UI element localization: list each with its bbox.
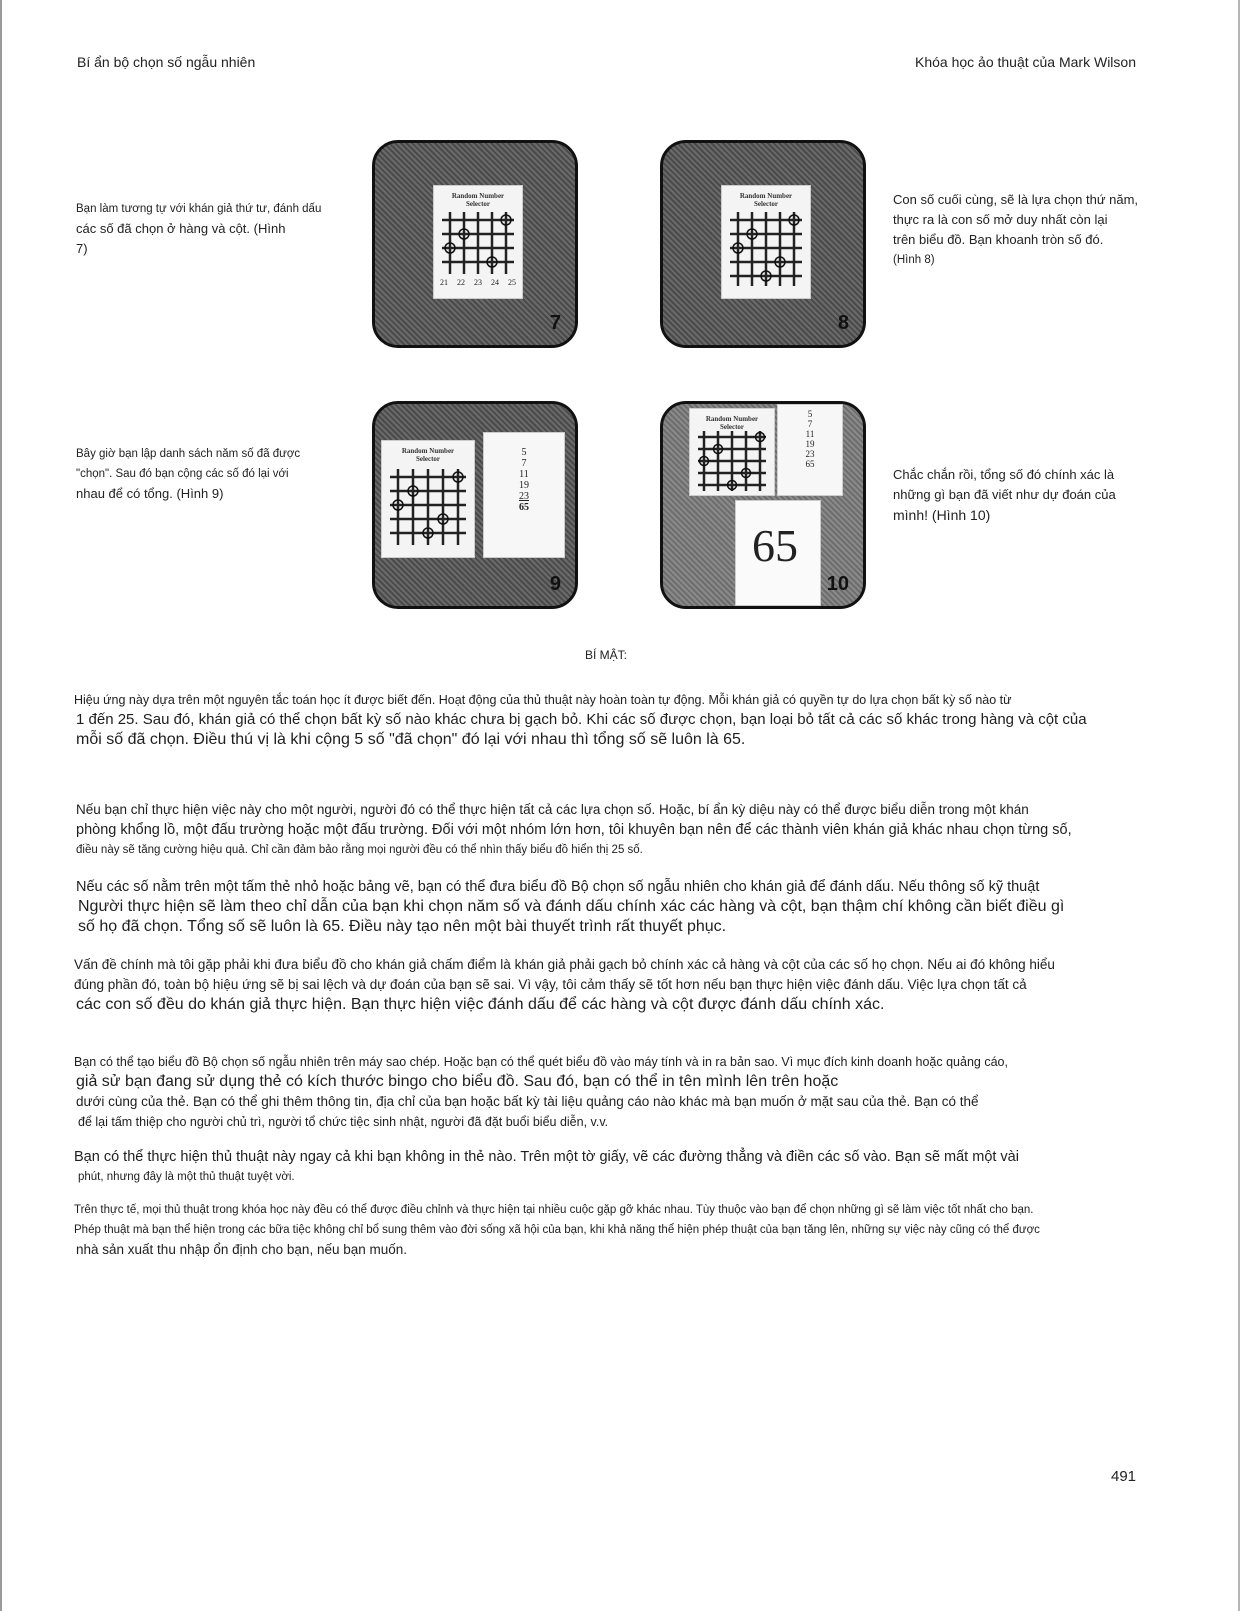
figure-number: 9	[549, 573, 561, 595]
paragraph: Hiệu ứng này dựa trên một nguyên tắc toán học ít được biết đến. Hoạt động của thủ thuật này hoàn toàn tự động. Mỗi khán giả có quyền tự do lựa chọn bất kỳ số nào từ 1 đến 25. Sau đó, khán giả có thể chọn bất kỳ số nào khác chưa bị gạch bỏ. Khi các số được chọn, bạn loại bỏ tất cả các số khác trong hàng và cột của mỗi số đã chọn. Điều thú vị là khi cộng 5 số "đã chọn" đó lại với nhau thì tổng số sẽ luôn là 65.	[74, 693, 1087, 748]
section-heading: BÍ MẬT:	[585, 648, 628, 662]
caption-figure-8	[893, 190, 1138, 270]
running-header-right: Khóa học ảo thuật của Mark Wilson	[914, 54, 1136, 70]
number-grid	[696, 431, 768, 493]
figure-number: 10	[826, 573, 849, 595]
caption-line: 7)	[76, 241, 88, 256]
caption-line: (Hình 8)	[893, 254, 935, 266]
prediction-card	[735, 500, 821, 606]
figure-number: 8	[837, 312, 849, 334]
page-edge-left	[0, 0, 2, 1611]
number-grid	[728, 212, 804, 292]
caption-line: Bây giờ bạn lập danh sách năm số đã được	[76, 448, 301, 460]
sum-list: 5 7 11 19 23 65	[519, 447, 529, 513]
paragraph: Vấn đề chính mà tôi gặp phải khi đưa biểu đồ cho khán giả chấm điểm là khán giả phải gạch bỏ chính xác cả hàng và cột của các số họ chọn. Nếu ai đó không hiểu đúng phần đó, toàn bộ hiệu ứng sẽ bị sai lệch và dự đoán của bạn sẽ sai. Vì vậy, tôi cảm thấy sẽ tốt hơn nếu bạn thực hiện việc đánh dấu. Việc lựa chọn tất cả các con số đều do khán giả thực hiện. Bạn thực hiện việc đánh dấu để các hàng và cột được đánh dấu chính xác.	[74, 957, 1055, 1013]
sum-sheet	[777, 404, 843, 496]
page-number: 491	[1111, 1468, 1137, 1485]
photo-figure-9	[372, 401, 578, 609]
caption-line: nhau để có tổng. (Hình 9)	[76, 486, 224, 501]
random-number-selector-card	[721, 185, 811, 299]
prediction-number: 65	[752, 520, 798, 571]
card-title: Random Number Selector	[705, 415, 759, 431]
paragraph: Bạn có thể tạo biểu đồ Bộ chọn số ngẫu nhiên trên máy sao chép. Hoặc bạn có thể quét biểu đồ vào máy tính và in ra bản sao. Vì mục đích kinh doanh hoặc quảng cáo, giả sử bạn đang sử dụng thẻ có kích thước bingo cho biểu đồ. Sau đó, bạn có thể in tên mình lên trên hoặc dưới cùng của thẻ. Bạn có thể ghi thêm thông tin, địa chỉ của bạn hoặc bất kỳ tài liệu quảng cáo nào khác mà bạn muốn ở mặt sau của thẻ. Bạn có thể để lại tấm thiệp cho người chủ trì, người tổ chức tiệc sinh nhật, người đã đặt buổi biểu diễn, v.v.	[74, 1055, 1008, 1129]
caption-line: Chắc chắn rồi, tổng số đó chính xác là	[893, 467, 1115, 482]
paragraph: Bạn có thể thực hiện thủ thuật này ngay cả khi bạn không in thẻ nào. Trên một tờ giấy, vẽ các đường thẳng và điền các số vào. Bạn sẽ mất một vài phút, nhưng đây là một thủ thuật tuyệt vời.	[74, 1149, 1019, 1183]
caption-line: mình! (Hình 10)	[893, 507, 991, 523]
sum-sheet	[483, 432, 565, 558]
caption-line: Con số cuối cùng, sẽ là lựa chọn thứ năm,	[893, 192, 1139, 207]
random-number-selector-card	[433, 185, 523, 299]
random-number-selector-card	[381, 440, 475, 558]
card-title: Random Number Selector	[401, 447, 455, 463]
random-number-selector-card	[689, 408, 775, 496]
photo-figure-7	[372, 140, 578, 348]
caption-line: thực ra là con số mở duy nhất còn lại	[893, 212, 1108, 227]
paragraph: Trên thực tế, mọi thủ thuật trong khóa học này đều có thể được điều chỉnh và thực hiện tại nhiều cuộc gặp gỡ khác nhau. Tùy thuộc vào bạn để chọn những gì sẽ làm việc tốt nhất cho bạn. Phép thuật mà bạn thể hiện trong các bữa tiệc không chỉ bổ sung thêm vào đời sống xã hội của bạn, khi khả năng thể hiện phép thuật của bạn tăng lên, những sự việc này cũng có thể được nhà sản xuất thu nhập ổn định cho bạn, nếu bạn muốn.	[74, 1204, 1040, 1257]
paragraph: Nếu các số nằm trên một tấm thẻ nhỏ hoặc bảng vẽ, bạn có thể đưa biểu đồ Bộ chọn số ngẫu nhiên cho khán giả để đánh dấu. Nếu thông số kỹ thuật Người thực hiện sẽ làm theo chỉ dẫn của bạn khi chọn năm số và đánh dấu chính xác các hàng và cột, bạn thậm chí không cần biết điều gì số họ đã chọn. Tổng số sẽ luôn là 65. Điều này tạo nên một bài thuyết trình rất thuyết phục.	[76, 879, 1065, 935]
caption-figure-9	[76, 444, 300, 504]
running-header-left: Bí ẩn bộ chọn số ngẫu nhiên	[77, 54, 256, 70]
photo-figure-8	[660, 140, 866, 348]
card-title: Random Number Selector	[739, 192, 793, 208]
number-grid	[388, 469, 468, 551]
caption-line: "chọn". Sau đó bạn cộng các số đó lại với	[76, 468, 289, 480]
caption-line: Bạn làm tương tự với khán giả thứ tư, đánh dấu	[76, 203, 322, 215]
photo-figure-10	[660, 401, 866, 609]
card-title: Random Number Selector	[451, 192, 505, 208]
paragraph: Nếu bạn chỉ thực hiện việc này cho một người, người đó có thể thực hiện tất cả các lựa chọn số. Hoặc, bí ẩn kỳ diệu này có thể được biểu diễn trong một khán phòng khổng lồ, một đấu trường hoặc một đấu trường. Đối với một nhóm lớn hơn, tôi khuyên bạn nên để các thành viên khán giả khác nhau chọn từng số, điều này sẽ tăng cường hiệu quả. Chỉ cần đảm bảo rằng mọi người đều có thể nhìn thấy biểu đồ hiển thị 25 số.	[76, 802, 1072, 856]
caption-line: trên biểu đồ. Bạn khoanh tròn số đó.	[893, 232, 1104, 247]
caption-line: những gì bạn đã viết như dự đoán của	[893, 487, 1116, 502]
figure-number: 7	[549, 312, 561, 334]
grid-bottom-row: 21 22 23 24 25	[440, 278, 516, 287]
caption-figure-7	[76, 199, 321, 259]
caption-figure-10	[893, 465, 1116, 525]
sum-list: 5 7 11 19 23 65	[805, 409, 815, 469]
caption-line: các số đã chọn ở hàng và cột. (Hình	[76, 221, 286, 236]
